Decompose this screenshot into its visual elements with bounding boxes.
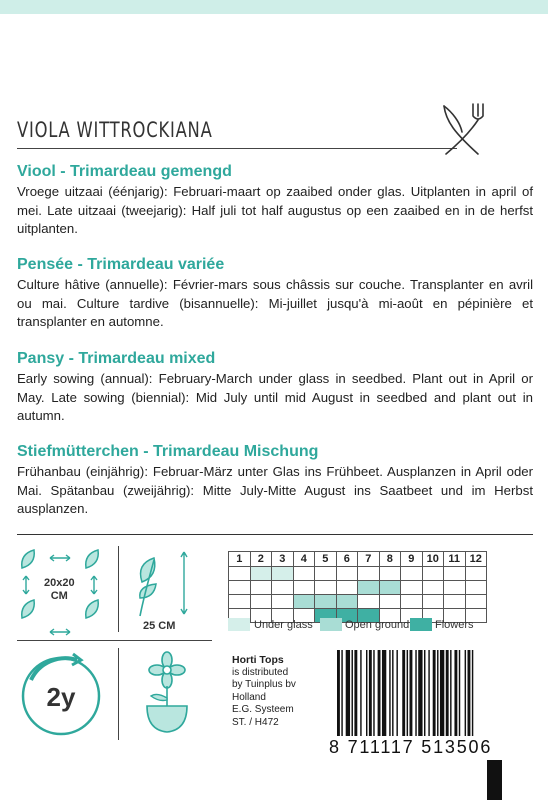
distributor-line: is distributed bbox=[232, 666, 289, 678]
calendar-cell bbox=[293, 567, 315, 581]
print-marker bbox=[487, 760, 502, 800]
spacing-unit: CM bbox=[50, 590, 68, 602]
barcode-bar bbox=[354, 650, 357, 736]
calendar-cell bbox=[465, 581, 487, 595]
legend-swatch-flowers bbox=[410, 618, 432, 631]
barcode-bar bbox=[373, 650, 374, 736]
edible-cutlery-icon bbox=[438, 100, 486, 158]
calendar-cell bbox=[229, 567, 251, 581]
legend-swatch-open-ground bbox=[320, 618, 342, 631]
sowing-calendar bbox=[228, 551, 487, 623]
section-text: Culture hâtive (annuelle): Février-mars sous châssis sur couche. Transplanter en avril ou mai. Culture tardive (bisannuelle): Mi-juillet jusqu'à mi-août en pépinière et transplanter en automne. bbox=[17, 277, 533, 329]
brand-name: Horti Tops bbox=[232, 654, 284, 666]
distributor-info bbox=[232, 654, 296, 730]
calendar-cell bbox=[272, 595, 294, 609]
barcode-bar bbox=[337, 650, 340, 736]
section-text: Early sowing (annual): February-March under glass in seedbed. Plant out in April or May. Late sowing (biennial): Mid July until mid August in seedbed and plant out in autumn. bbox=[17, 371, 533, 423]
barcode-bar bbox=[446, 650, 449, 736]
latin-name: VIOLA WITTROCKIANA bbox=[17, 118, 213, 142]
barcode-bar bbox=[415, 650, 416, 736]
barcode-bar bbox=[341, 650, 342, 736]
month-cell: 12 bbox=[465, 552, 487, 567]
month-cell: 6 bbox=[336, 552, 358, 567]
barcode-bar bbox=[433, 650, 436, 736]
barcode-bar bbox=[382, 650, 386, 736]
calendar-cell bbox=[422, 567, 444, 581]
distributor-line: by Tuinplus bv bbox=[232, 679, 296, 691]
barcode-bar bbox=[418, 650, 422, 736]
years-label: 2y bbox=[46, 682, 76, 712]
section-heading: Viool - Trimardeau gemengd bbox=[17, 163, 232, 180]
barcode-bar bbox=[407, 650, 408, 736]
barcode-bar bbox=[465, 650, 466, 736]
barcode bbox=[333, 650, 533, 736]
calendar-cell bbox=[336, 567, 358, 581]
calendar-cell bbox=[336, 581, 358, 595]
calendar-cell bbox=[358, 595, 380, 609]
calendar-cell bbox=[401, 581, 423, 595]
calendar-row bbox=[229, 567, 487, 581]
month-cell: 3 bbox=[272, 552, 294, 567]
calendar-months-row bbox=[229, 552, 487, 567]
calendar-cell bbox=[379, 595, 401, 609]
barcode-bar bbox=[459, 650, 460, 736]
barcode-bar bbox=[440, 650, 444, 736]
month-cell: 7 bbox=[358, 552, 380, 567]
calendar-row bbox=[229, 581, 487, 595]
barcode-bar bbox=[360, 650, 361, 736]
spacing-label bbox=[44, 577, 75, 603]
legend-label: Open ground bbox=[345, 619, 410, 631]
spacing-value: 20x20 bbox=[44, 577, 75, 589]
calendar-cell-og bbox=[315, 595, 337, 609]
month-cell: 5 bbox=[315, 552, 337, 567]
calendar-cell bbox=[229, 595, 251, 609]
calendar-cell bbox=[401, 567, 423, 581]
section-french bbox=[17, 255, 533, 332]
height-label: 25 CM bbox=[143, 620, 176, 632]
section-heading: Pansy - Trimardeau mixed bbox=[17, 350, 216, 367]
month-cell: 2 bbox=[250, 552, 272, 567]
calendar-cell bbox=[293, 581, 315, 595]
section-heading: Stiefmütterchen - Trimardeau Mischung bbox=[17, 443, 319, 460]
calendar-cell-ug bbox=[272, 567, 294, 581]
calendar-cell bbox=[379, 567, 401, 581]
calendar-cell bbox=[401, 595, 423, 609]
barcode-number: 8 711117 513506 bbox=[329, 737, 493, 757]
barcode-bar bbox=[424, 650, 425, 736]
barcode-bar bbox=[392, 650, 393, 736]
calendar-body bbox=[229, 567, 487, 623]
barcode-bar bbox=[437, 650, 438, 736]
distributor-line: E.G. Systeem bbox=[232, 704, 294, 716]
biennial-icon bbox=[17, 650, 105, 738]
calendar-cell-og bbox=[358, 581, 380, 595]
calendar-cell bbox=[444, 595, 466, 609]
barcode-bar bbox=[378, 650, 381, 736]
calendar-cell bbox=[250, 581, 272, 595]
divider bbox=[118, 546, 119, 632]
month-cell: 4 bbox=[293, 552, 315, 567]
month-cell: 11 bbox=[444, 552, 466, 567]
calendar-cell bbox=[315, 567, 337, 581]
calendar-cell-ug bbox=[250, 567, 272, 581]
calendar-cell-og bbox=[336, 595, 358, 609]
calendar-cell bbox=[444, 581, 466, 595]
barcode-bar bbox=[428, 650, 429, 736]
month-cell: 9 bbox=[401, 552, 423, 567]
barcode-bar bbox=[468, 650, 471, 736]
divider bbox=[17, 640, 212, 641]
potted-plant-icon bbox=[135, 650, 199, 736]
section-text: Frühanbau (einjährig): Februar-März unter Glas ins Frühbeet. Ausplanzen in April oder Mai. Spätanbau (zweijährig): Mitte July-Mitte August ins Saatbeet und im Herbst ausplanzen. bbox=[17, 464, 533, 516]
divider bbox=[118, 648, 119, 740]
legend-label: Under glass bbox=[254, 619, 313, 631]
barcode-bar bbox=[472, 650, 473, 736]
distributor-line: ST. / H472 bbox=[232, 716, 279, 728]
barcode-bar bbox=[369, 650, 372, 736]
month-cell: 1 bbox=[229, 552, 251, 567]
calendar-cell bbox=[358, 567, 380, 581]
barcode-bar bbox=[389, 650, 390, 736]
legend-label: Flowers bbox=[435, 619, 474, 631]
barcode-bar bbox=[454, 650, 457, 736]
legend-swatch-under-glass bbox=[228, 618, 250, 631]
calendar-cell bbox=[229, 581, 251, 595]
barcode-bar bbox=[366, 650, 367, 736]
calendar-cell bbox=[250, 595, 272, 609]
calendar-cell bbox=[444, 567, 466, 581]
barcode-bar bbox=[402, 650, 405, 736]
calendar-cell bbox=[315, 581, 337, 595]
barcode-bar bbox=[396, 650, 397, 736]
calendar-cell-og bbox=[293, 595, 315, 609]
divider bbox=[17, 534, 533, 535]
distributor-line: Holland bbox=[232, 691, 266, 703]
barcode-bar bbox=[410, 650, 413, 736]
calendar-cell bbox=[422, 581, 444, 595]
calendar-cell bbox=[465, 595, 487, 609]
barcode-bar bbox=[346, 650, 350, 736]
calendar-cell-og bbox=[379, 581, 401, 595]
section-english bbox=[17, 349, 533, 426]
title-underline bbox=[17, 148, 457, 149]
barcode-bar bbox=[450, 650, 451, 736]
top-color-band bbox=[0, 0, 548, 14]
barcode-bar bbox=[352, 650, 353, 736]
section-heading: Pensée - Trimardeau variée bbox=[17, 256, 225, 273]
month-cell: 10 bbox=[422, 552, 444, 567]
calendar-cell bbox=[422, 595, 444, 609]
calendar-cell bbox=[272, 581, 294, 595]
section-dutch bbox=[17, 162, 533, 239]
section-german bbox=[17, 442, 533, 519]
section-text: Vroege uitzaai (éénjarig): Februari-maart op zaaibed onder glas. Uitplanten in april of mei. Late uitzaai (tweejarig): Half juli tot half augustus op een zaaibed en in de herfst uitplanten. bbox=[17, 184, 533, 236]
month-cell: 8 bbox=[379, 552, 401, 567]
calendar-row bbox=[229, 595, 487, 609]
calendar-cell bbox=[465, 567, 487, 581]
